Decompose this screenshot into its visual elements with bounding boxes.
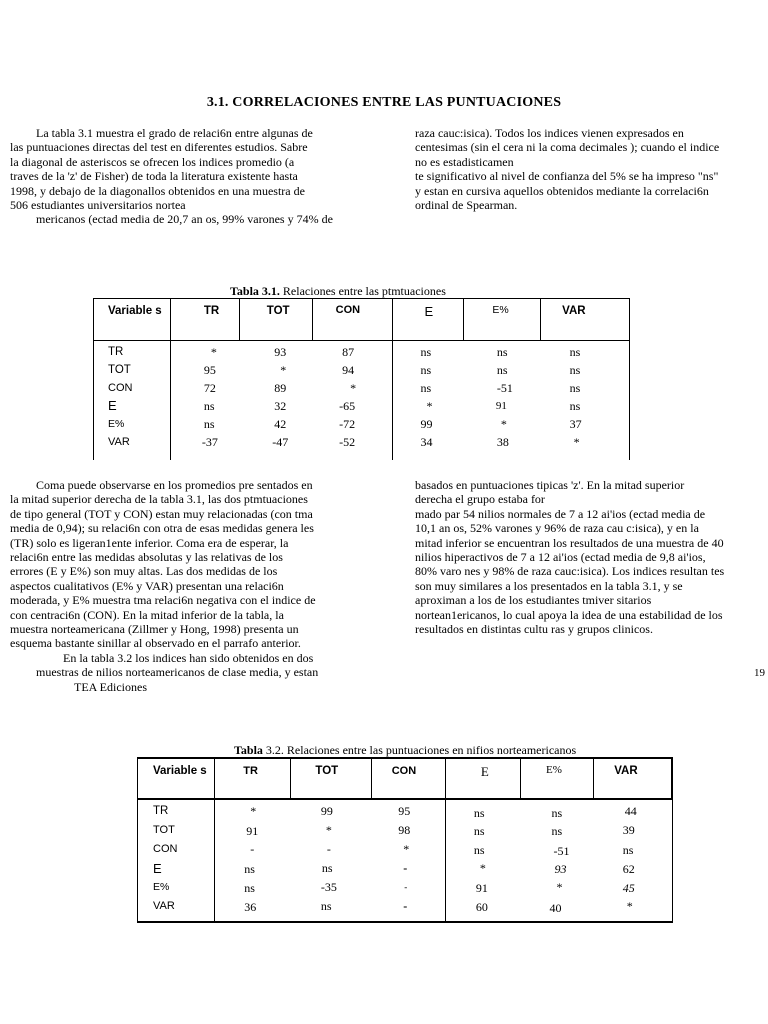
text-line: las puntuaciones directas del test en diferentes estudios. Sabre xyxy=(10,140,308,155)
text-line: son muy similares a los presentados en la tabla 3.1, y se xyxy=(415,578,683,593)
table-cell: - xyxy=(326,842,331,856)
col-header-var: VAR xyxy=(541,299,630,341)
table-cell: 89 xyxy=(274,381,287,395)
table-cell: * xyxy=(626,899,633,913)
table1-col-tr xyxy=(170,341,239,461)
table-cell: ns xyxy=(321,861,333,875)
text-line: errores (E y E%) son muy altas. Las dos medidas de los xyxy=(10,564,278,579)
intro-right-paragraph xyxy=(415,126,767,212)
text-line: esquema bastante sinillar al observado en el parrafo anterior. xyxy=(10,636,301,651)
table-cell: * xyxy=(426,399,433,413)
table-cell: 72 xyxy=(203,381,216,395)
table-cell: -47 xyxy=(272,435,289,449)
table-cell: - xyxy=(403,899,408,913)
table-cell: 62 xyxy=(622,862,635,876)
table-cell: 94 xyxy=(342,363,355,377)
table-cell: -72 xyxy=(339,417,356,431)
table-cell: ns xyxy=(473,824,485,838)
text-line: En la tabla 3.2 los indices han sido obtenidos en dos xyxy=(63,650,314,665)
body-left-paragraph xyxy=(10,478,386,680)
table-cell: 93 xyxy=(554,862,567,876)
text-line: 80% varo nes y 98% de raza cauc:isica). Los indices resultan tes xyxy=(415,564,725,579)
table1-col-e-percent xyxy=(464,341,541,461)
text-line: aspectos cualitativos (E% y VAR) presentan una relaci6n xyxy=(10,578,284,593)
table2-col-con xyxy=(371,799,445,922)
text-line: aproximan a los de los estudiantes tmiver sitarios xyxy=(415,593,652,608)
text-line: raza cauc:isica). Todos los indices vienen expresados en xyxy=(415,126,684,140)
table-cell: ns xyxy=(569,363,581,377)
row-label: E xyxy=(108,398,117,413)
table-cell: ns xyxy=(496,363,508,377)
table-cell: 91 xyxy=(246,824,259,838)
text-line: nortean1ericanos, lo cual apoya la idea de una estabilidad de los xyxy=(415,607,723,622)
table1-header-row xyxy=(94,299,630,341)
table-cell: 93 xyxy=(274,345,287,359)
footer-publisher: TEA Ediciones xyxy=(74,680,147,694)
table-cell: ns xyxy=(420,345,432,359)
text-line: la diagonal de asteriscos se ofrecen los indices promedio (a xyxy=(10,154,295,169)
table-cell: 44 xyxy=(624,804,637,818)
table-cell: ns xyxy=(420,381,432,395)
row-label: TR xyxy=(108,346,124,358)
col-header-variables: Variable s xyxy=(94,299,171,341)
text-line: traves de la 'z' de Fisher) de toda la literatura existente hasta xyxy=(10,169,298,184)
row-label: CON xyxy=(153,843,178,855)
table-cell: ns xyxy=(420,363,432,377)
col-header-tr: TR xyxy=(170,299,239,341)
table1-body xyxy=(94,341,630,461)
row-label: CON xyxy=(108,382,133,394)
row-label: E% xyxy=(153,881,170,893)
text-line: 506 estudiantes universitarios nortea xyxy=(10,198,186,213)
table-cell: 39 xyxy=(622,823,635,837)
table-cell: ns xyxy=(203,417,215,431)
table1 xyxy=(93,298,630,460)
text-line: moderada, y E% muestra tma relaci6n negativa con el indice de xyxy=(10,593,316,608)
col-header-e: E xyxy=(445,758,520,799)
row-label: E xyxy=(153,861,162,876)
table-cell: ns xyxy=(473,806,485,820)
text-line: muestra norteamericana (Zillmer y Hong, 1998) presenta un xyxy=(10,622,299,637)
col-header-e-percent: E% xyxy=(521,758,594,799)
table-cell: -65 xyxy=(339,399,356,413)
table-cell: 91 xyxy=(495,400,507,412)
table-cell: 99 xyxy=(420,417,433,431)
table1-caption-label: Tabla 3.1. xyxy=(230,284,280,298)
text-line: media de 0,94); su relaci6n con otra de esas medidas genera les xyxy=(10,521,314,536)
col-header-con: CON xyxy=(312,299,392,341)
table-cell: * xyxy=(479,861,486,875)
table2-col-var xyxy=(594,799,672,922)
table2-col-tot xyxy=(291,799,371,922)
table-cell: -51 xyxy=(553,844,570,858)
row-label: TR xyxy=(153,805,169,817)
text-line: la mitad superior derecha de la tabla 3.1, las dos ptmtuaciones xyxy=(10,492,308,507)
table-cell: ns xyxy=(473,843,485,857)
table-cell: - xyxy=(250,842,255,856)
table-cell: - xyxy=(403,861,408,875)
text-line: te significativo al nivel de confianza del 5% se ha impreso "ns" xyxy=(415,169,719,184)
table-cell: 95 xyxy=(398,804,411,818)
text-line: ordinal de Spearman. xyxy=(415,198,518,213)
row-label: VAR xyxy=(153,900,175,912)
table2-col-tr xyxy=(215,799,291,922)
table2-row-labels xyxy=(138,799,215,922)
page-number: 19 xyxy=(754,667,765,679)
table-cell: -51 xyxy=(496,381,513,395)
text-line: (TR) solo es ligeran1ente inferior. Coma era de esperar, la xyxy=(10,535,289,550)
text-line: de tipo general (TOT y CON) estan muy relacionadas (con tma xyxy=(10,506,313,521)
table1-col-tot xyxy=(239,341,312,461)
body-right-paragraph xyxy=(415,478,767,636)
table-cell: ns xyxy=(244,862,255,876)
table1-row-labels xyxy=(94,341,171,461)
table-cell: 99 xyxy=(320,804,333,818)
table-cell: * xyxy=(280,363,287,377)
text-line: Coma puede observarse en los promedios pre sentados en xyxy=(36,478,313,492)
table-cell: ns xyxy=(320,899,332,913)
col-header-variables: Variable s xyxy=(138,758,215,799)
table-cell: 36 xyxy=(244,900,257,914)
text-line: no es estadisticamen xyxy=(415,154,514,169)
table-cell: ns xyxy=(244,881,255,895)
table-cell: 45 xyxy=(622,881,635,895)
col-header-con: CON xyxy=(371,758,445,799)
table1-col-con xyxy=(312,341,392,461)
table-cell: * xyxy=(250,804,257,818)
text-line: derecha el grupo estaba for xyxy=(415,492,545,507)
table2-caption-text: 3.2. Relaciones entre las puntuaciones en nifios norteamericanos xyxy=(262,743,577,757)
table-cell: 40 xyxy=(549,901,562,915)
row-label: TOT xyxy=(153,824,175,836)
table-cell: ns xyxy=(496,345,508,359)
text-line: mitad inferior se encuentran los resultados de una muestra de 40 xyxy=(415,535,724,550)
table-cell: ns xyxy=(551,806,563,820)
text-line: con centraci6n (CON). En la mitad inferior de la tabla, la xyxy=(10,607,284,622)
table-cell: -52 xyxy=(339,435,356,449)
table-cell: - xyxy=(404,882,408,892)
table-cell: 60 xyxy=(475,900,488,914)
table-cell: -37 xyxy=(201,435,218,449)
table-cell: 34 xyxy=(420,435,433,449)
table2-col-e xyxy=(445,799,520,922)
table-cell: * xyxy=(325,823,332,837)
table-cell: * xyxy=(350,381,357,395)
section-heading: 3.1. CORRELACIONES ENTRE LAS PUNTUACIONES xyxy=(206,95,562,110)
col-header-var: VAR xyxy=(594,758,672,799)
text-line: muestras de nilios norteamericanos de clase media, y estan xyxy=(36,665,319,680)
table-cell: * xyxy=(556,880,563,894)
row-label: TOT xyxy=(108,364,131,376)
row-label: VAR xyxy=(108,436,130,448)
text-line: 1998, y debajo de la diagonallos obtenidos en una muestra de xyxy=(10,183,305,198)
table-cell: 38 xyxy=(496,435,509,449)
table-cell: 37 xyxy=(569,417,582,431)
col-header-tot: TOT xyxy=(291,758,371,799)
table2-caption xyxy=(234,743,576,758)
text-line: basados en puntuaciones tipicas 'z'. En la mitad superior xyxy=(415,478,685,492)
table-cell: 95 xyxy=(203,363,216,377)
table2-caption-label: Tabla xyxy=(234,743,263,757)
table2-body xyxy=(138,799,673,922)
row-label: E% xyxy=(108,418,125,430)
text-line: centesimas (sin el cera ni la coma decimales ); cuando el indice xyxy=(415,140,720,155)
table-cell: * xyxy=(573,435,580,449)
table-cell: 32 xyxy=(274,399,287,413)
table-cell: * xyxy=(210,345,217,359)
intro-left-paragraph xyxy=(10,126,362,227)
text-line: mado par 54 nilios normales de 7 a 12 ai'ios (ectad media de xyxy=(415,506,706,521)
col-header-e-percent: E% xyxy=(464,299,541,341)
text-line: La tabla 3.1 muestra el grado de relaci6n entre algunas de xyxy=(36,126,313,140)
table1-col-var xyxy=(541,341,630,461)
table-cell: ns xyxy=(569,345,581,359)
table-cell: 87 xyxy=(342,345,355,359)
table-cell: 98 xyxy=(398,823,411,837)
table-cell: ns xyxy=(203,399,215,413)
table-cell: * xyxy=(500,417,507,431)
table1-caption xyxy=(230,284,446,299)
col-header-tr: TR xyxy=(215,758,291,799)
table2-col-e-percent xyxy=(521,799,594,922)
text-line: nilios hiperactivos de 7 a 12 ai'ios (ectad media de 9,8 ai'ios, xyxy=(415,550,706,565)
text-line: y estan en cursiva aquellos obtenidos mediante la correlaci6n xyxy=(415,183,709,198)
table2-header-row xyxy=(138,758,673,799)
table-cell: ns xyxy=(551,824,563,838)
table1-caption-text: Relaciones entre las ptmtuaciones xyxy=(279,284,446,298)
table2 xyxy=(137,757,673,923)
table-cell: 91 xyxy=(475,881,488,895)
table1-col-e xyxy=(392,341,464,461)
text-line: resultados en distintas cultu ras y grupos clinicos. xyxy=(415,622,653,637)
col-header-tot: TOT xyxy=(239,299,312,341)
text-line: 10,1 an os, 52% varones y 96% de raza cau c:isica), y en la xyxy=(415,521,699,536)
table-cell: 42 xyxy=(274,417,287,431)
table-cell: * xyxy=(403,842,410,856)
table-cell: ns xyxy=(622,843,634,857)
col-header-e: E xyxy=(392,299,464,341)
table-cell: ns xyxy=(569,381,581,395)
table-cell: ns xyxy=(569,399,581,413)
text-line: mericanos (ectad media de 20,7 an os, 99% varones y 74% de xyxy=(36,212,333,227)
table-cell: -35 xyxy=(320,880,337,894)
text-line: relaci6n entre las medidas absolutas y las relativas de los xyxy=(10,550,283,565)
